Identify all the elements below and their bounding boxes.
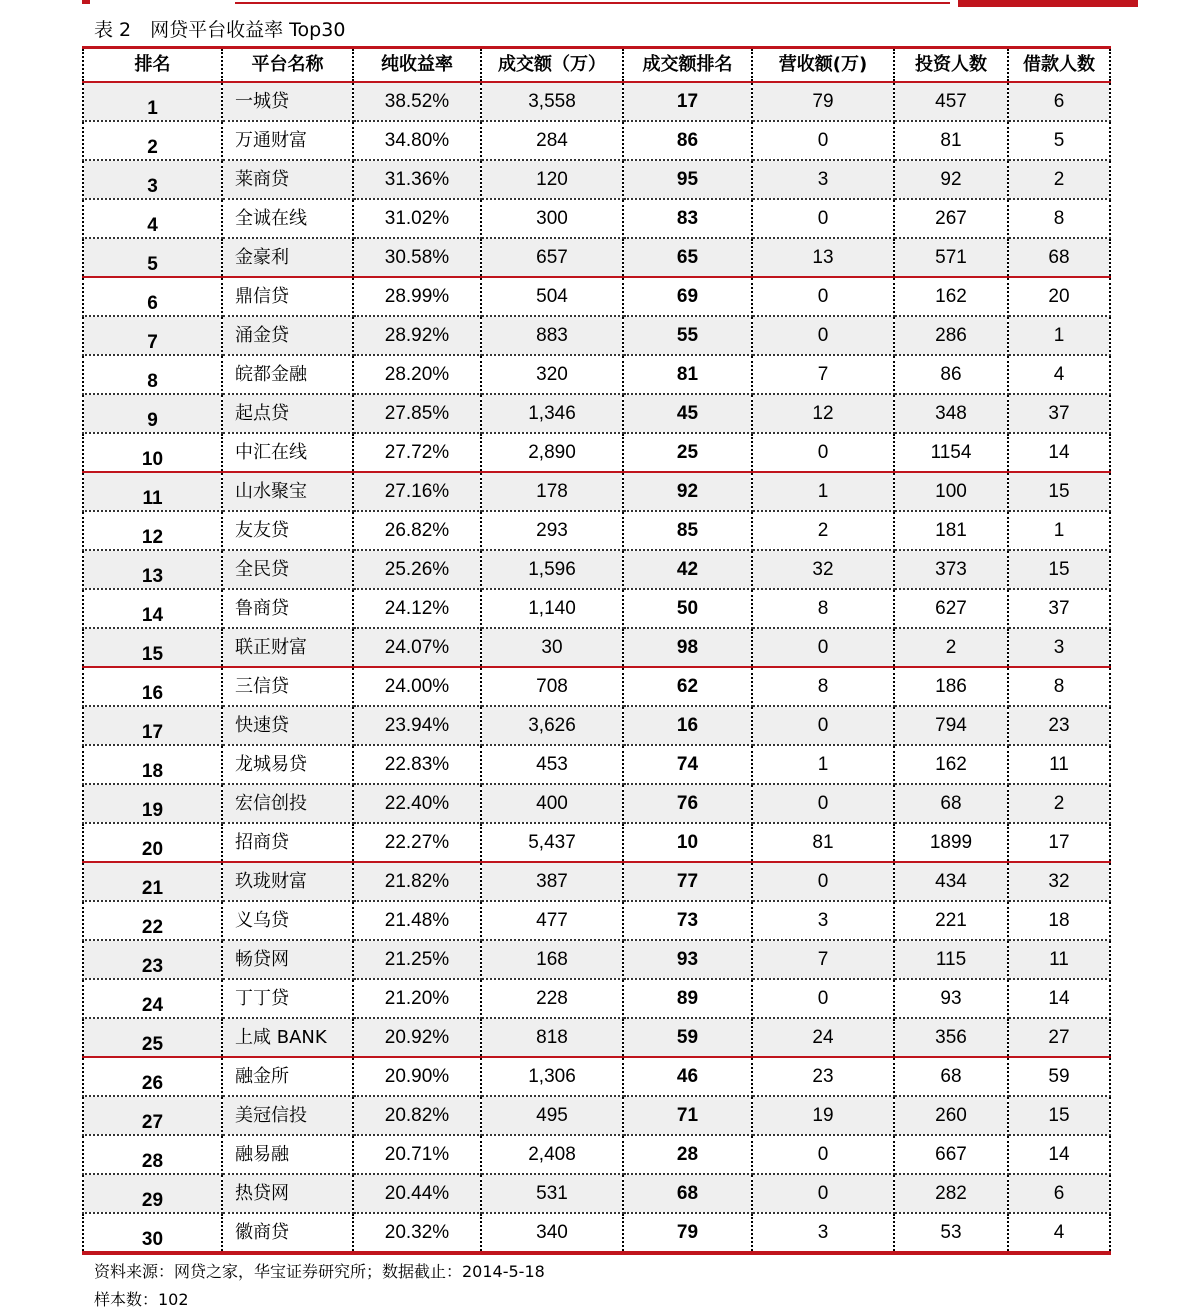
table-cell: 3: [752, 901, 894, 940]
table-cell: 34.80%: [353, 121, 481, 160]
table-cell: 24.07%: [353, 628, 481, 667]
table-cell: 495: [481, 1096, 623, 1135]
table-cell: 28.92%: [353, 316, 481, 355]
table-cell: 3,558: [481, 82, 623, 121]
table-cell: 联正财富: [222, 628, 353, 667]
table-cell: 1,596: [481, 550, 623, 589]
table-cell: 32: [752, 550, 894, 589]
table-cell: 11: [83, 472, 222, 511]
table-cell: 27.72%: [353, 433, 481, 472]
table-cell: 74: [623, 745, 752, 784]
column-header: 纯收益率: [353, 48, 481, 83]
table-cell: 6: [83, 277, 222, 316]
table-cell: 全民贷: [222, 550, 353, 589]
table-cell: 畅贷网: [222, 940, 353, 979]
table-cell: 融易融: [222, 1135, 353, 1174]
table-cell: 一城贷: [222, 82, 353, 121]
table-cell: 10: [83, 433, 222, 472]
table-cell: 59: [623, 1018, 752, 1057]
table-cell: 387: [481, 862, 623, 901]
table-row: [83, 901, 1110, 940]
table-cell: 28.20%: [353, 355, 481, 394]
table-cell: 0: [752, 316, 894, 355]
table-cell: 98: [623, 628, 752, 667]
table-cell: 30.58%: [353, 238, 481, 277]
table-cell: 4: [83, 199, 222, 238]
table-row: [83, 667, 1110, 706]
table-cell: 27: [83, 1096, 222, 1135]
table-cell: 320: [481, 355, 623, 394]
table-cell: 丁丁贷: [222, 979, 353, 1018]
table-cell: 81: [623, 355, 752, 394]
table-cell: 85: [623, 511, 752, 550]
table-row: [83, 979, 1110, 1018]
table-cell: 0: [752, 277, 894, 316]
table-cell: 178: [481, 472, 623, 511]
table-cell: 627: [894, 589, 1008, 628]
table-cell: 莱商贷: [222, 160, 353, 199]
table-cell: 8: [83, 355, 222, 394]
table-cell: 2,408: [481, 1135, 623, 1174]
table-cell: 62: [623, 667, 752, 706]
table-cell: 0: [752, 121, 894, 160]
table-cell: 2: [1008, 160, 1110, 199]
table-cell: 5,437: [481, 823, 623, 862]
table-row: [83, 940, 1110, 979]
table-cell: 24.00%: [353, 667, 481, 706]
table-cell: 金豪利: [222, 238, 353, 277]
table-cell: 涌金贷: [222, 316, 353, 355]
table-row: [83, 238, 1110, 277]
table-cell: 293: [481, 511, 623, 550]
table-cell: 21.48%: [353, 901, 481, 940]
table-row: [83, 277, 1110, 316]
column-header: 投资人数: [894, 48, 1008, 83]
table-cell: 50: [623, 589, 752, 628]
table-cell: 0: [752, 862, 894, 901]
table-cell: 0: [752, 199, 894, 238]
table-row: [83, 82, 1110, 121]
table-cell: 全诚在线: [222, 199, 353, 238]
table-cell: 3: [752, 160, 894, 199]
table-cell: 477: [481, 901, 623, 940]
table-cell: 65: [623, 238, 752, 277]
table-cell: 81: [894, 121, 1008, 160]
column-header: 营收额(万): [752, 48, 894, 83]
table-cell: 5: [1008, 121, 1110, 160]
table-cell: 山水聚宝: [222, 472, 353, 511]
table-cell: 3,626: [481, 706, 623, 745]
table-cell: 徽商贷: [222, 1213, 353, 1253]
table-cell: 14: [1008, 1135, 1110, 1174]
table-row: [83, 199, 1110, 238]
table-cell: 1: [83, 82, 222, 121]
table-row: [83, 394, 1110, 433]
table-cell: 27.85%: [353, 394, 481, 433]
table-cell: 8: [752, 589, 894, 628]
table-row: [83, 550, 1110, 589]
table-cell: 1,140: [481, 589, 623, 628]
table-cell: 24: [752, 1018, 894, 1057]
table-cell: 20: [1008, 277, 1110, 316]
table-cell: 1899: [894, 823, 1008, 862]
table-cell: 95: [623, 160, 752, 199]
table-cell: 龙城易贷: [222, 745, 353, 784]
table-cell: 融金所: [222, 1057, 353, 1096]
table-cell: 93: [623, 940, 752, 979]
table-cell: 0: [752, 784, 894, 823]
table-cell: 上咸 BANK: [222, 1018, 353, 1057]
table-row: [83, 628, 1110, 667]
table-cell: 14: [1008, 979, 1110, 1018]
table-row: [83, 1213, 1110, 1253]
table-cell: 31.02%: [353, 199, 481, 238]
table-cell: 8: [1008, 667, 1110, 706]
table-cell: 鲁商贷: [222, 589, 353, 628]
table-cell: 23.94%: [353, 706, 481, 745]
header-mark: [82, 0, 90, 4]
table-section: [82, 46, 1109, 1311]
column-header: 平台名称: [222, 48, 353, 83]
table-cell: 7: [83, 316, 222, 355]
table-row: [83, 784, 1110, 823]
table-row: [83, 706, 1110, 745]
table-cell: 20: [83, 823, 222, 862]
table-cell: 37: [1008, 589, 1110, 628]
table-cell: 181: [894, 511, 1008, 550]
table-row: [83, 1174, 1110, 1213]
table-cell: 86: [623, 121, 752, 160]
table-row: [83, 745, 1110, 784]
table-cell: 38.52%: [353, 82, 481, 121]
table-cell: 79: [752, 82, 894, 121]
table-cell: 667: [894, 1135, 1008, 1174]
column-header: 成交额排名: [623, 48, 752, 83]
table-cell: 15: [1008, 1096, 1110, 1135]
source-note: 资料来源：网贷之家，华宝证券研究所；数据截止：2014-5-18: [94, 1262, 545, 1281]
table-row: [83, 433, 1110, 472]
table-cell: 22.83%: [353, 745, 481, 784]
table-cell: 457: [894, 82, 1008, 121]
table-cell: 186: [894, 667, 1008, 706]
table-cell: 4: [1008, 355, 1110, 394]
table-cell: 15: [1008, 472, 1110, 511]
table-cell: 16: [83, 667, 222, 706]
table-cell: 45: [623, 394, 752, 433]
table-cell: 92: [623, 472, 752, 511]
table-cell: 260: [894, 1096, 1008, 1135]
table-cell: 68: [894, 784, 1008, 823]
table-cell: 27: [1008, 1018, 1110, 1057]
table-cell: 友友贷: [222, 511, 353, 550]
table-cell: 2: [894, 628, 1008, 667]
table-cell: 1,346: [481, 394, 623, 433]
table-cell: 68: [894, 1057, 1008, 1096]
table-cell: 23: [1008, 706, 1110, 745]
table-row: [83, 1096, 1110, 1135]
header-rule: [235, 2, 950, 4]
table-cell: 15: [1008, 550, 1110, 589]
table-cell: 37: [1008, 394, 1110, 433]
table-cell: 7: [752, 355, 894, 394]
table-cell: 0: [752, 1135, 894, 1174]
table-cell: 万通财富: [222, 121, 353, 160]
table-cell: 0: [752, 1174, 894, 1213]
table-row: [83, 355, 1110, 394]
table-cell: 12: [83, 511, 222, 550]
table-cell: 8: [752, 667, 894, 706]
table-cell: 25: [623, 433, 752, 472]
table-cell: 6: [1008, 82, 1110, 121]
table-cell: 115: [894, 940, 1008, 979]
table-cell: 20.90%: [353, 1057, 481, 1096]
table-cell: 27.16%: [353, 472, 481, 511]
table-cell: 起点贷: [222, 394, 353, 433]
table-cell: 221: [894, 901, 1008, 940]
table-cell: 17: [83, 706, 222, 745]
table-cell: 20.32%: [353, 1213, 481, 1253]
table-row: [83, 511, 1110, 550]
table-cell: 504: [481, 277, 623, 316]
table-cell: 31.36%: [353, 160, 481, 199]
table-cell: 76: [623, 784, 752, 823]
table-cell: 453: [481, 745, 623, 784]
table-cell: 284: [481, 121, 623, 160]
table-cell: 42: [623, 550, 752, 589]
table-cell: 20.71%: [353, 1135, 481, 1174]
table-cell: 55: [623, 316, 752, 355]
table-cell: 59: [1008, 1057, 1110, 1096]
table-cell: 79: [623, 1213, 752, 1253]
table-cell: 46: [623, 1057, 752, 1096]
returns-table: [82, 46, 1111, 1255]
table-cell: 5: [83, 238, 222, 277]
table-row: [83, 316, 1110, 355]
table-cell: 286: [894, 316, 1008, 355]
table-cell: 81: [752, 823, 894, 862]
table-cell: 23: [83, 940, 222, 979]
table-cell: 6: [1008, 1174, 1110, 1213]
table-cell: 32: [1008, 862, 1110, 901]
table-cell: 30: [83, 1213, 222, 1253]
table-cell: 162: [894, 745, 1008, 784]
column-header: 成交额（万）: [481, 48, 623, 83]
table-cell: 0: [752, 706, 894, 745]
table-cell: 20.44%: [353, 1174, 481, 1213]
table-cell: 3: [752, 1213, 894, 1253]
table-cell: 348: [894, 394, 1008, 433]
table-cell: 29: [83, 1174, 222, 1213]
table-cell: 571: [894, 238, 1008, 277]
table-cell: 21.82%: [353, 862, 481, 901]
header-block: [958, 0, 1138, 7]
table-cell: 1,306: [481, 1057, 623, 1096]
table-cell: 招商贷: [222, 823, 353, 862]
table-cell: 708: [481, 667, 623, 706]
table-row: [83, 160, 1110, 199]
table-cell: 22.40%: [353, 784, 481, 823]
table-cell: 1: [752, 745, 894, 784]
table-cell: 3: [83, 160, 222, 199]
table-cell: 68: [1008, 238, 1110, 277]
table-cell: 93: [894, 979, 1008, 1018]
table-cell: 282: [894, 1174, 1008, 1213]
table-cell: 7: [752, 940, 894, 979]
table-cell: 4: [1008, 1213, 1110, 1253]
table-cell: 15: [83, 628, 222, 667]
table-cell: 11: [1008, 940, 1110, 979]
table-cell: 86: [894, 355, 1008, 394]
table-cell: 义乌贷: [222, 901, 353, 940]
table-cell: 531: [481, 1174, 623, 1213]
table-cell: 794: [894, 706, 1008, 745]
table-row: [83, 472, 1110, 511]
table-cell: 8: [1008, 199, 1110, 238]
table-cell: 2,890: [481, 433, 623, 472]
table-cell: 鼎信贷: [222, 277, 353, 316]
table-cell: 120: [481, 160, 623, 199]
table-cell: 22: [83, 901, 222, 940]
table-cell: 23: [752, 1057, 894, 1096]
table-cell: 21.25%: [353, 940, 481, 979]
table-cell: 818: [481, 1018, 623, 1057]
table-cell: 26: [83, 1057, 222, 1096]
table-cell: 21: [83, 862, 222, 901]
column-header: 借款人数: [1008, 48, 1110, 83]
column-header: 排名: [83, 48, 222, 83]
table-cell: 30: [481, 628, 623, 667]
table-cell: 2: [83, 121, 222, 160]
table-cell: 24: [83, 979, 222, 1018]
table-cell: 24.12%: [353, 589, 481, 628]
table-cell: 18: [83, 745, 222, 784]
table-cell: 21.20%: [353, 979, 481, 1018]
table-cell: 356: [894, 1018, 1008, 1057]
table-cell: 92: [894, 160, 1008, 199]
table-cell: 1: [1008, 511, 1110, 550]
table-cell: 267: [894, 199, 1008, 238]
table-cell: 16: [623, 706, 752, 745]
sample-count: 样本数：102: [94, 1290, 189, 1309]
table-cell: 434: [894, 862, 1008, 901]
table-cell: 17: [1008, 823, 1110, 862]
table-cell: 10: [623, 823, 752, 862]
table-cell: 快速贷: [222, 706, 353, 745]
table-cell: 19: [83, 784, 222, 823]
table-cell: 1154: [894, 433, 1008, 472]
table-cell: 17: [623, 82, 752, 121]
table-cell: 2: [752, 511, 894, 550]
table-cell: 69: [623, 277, 752, 316]
table-cell: 皖都金融: [222, 355, 353, 394]
table-row: [83, 121, 1110, 160]
table-cell: 26.82%: [353, 511, 481, 550]
table-cell: 9: [83, 394, 222, 433]
table-cell: 2: [1008, 784, 1110, 823]
table-cell: 热贷网: [222, 1174, 353, 1213]
table-cell: 0: [752, 433, 894, 472]
table-cell: 13: [83, 550, 222, 589]
table-cell: 28: [83, 1135, 222, 1174]
table-cell: 14: [1008, 433, 1110, 472]
table-cell: 68: [623, 1174, 752, 1213]
table-cell: 12: [752, 394, 894, 433]
table-cell: 53: [894, 1213, 1008, 1253]
table-cell: 22.27%: [353, 823, 481, 862]
table-title: 表 2 网贷平台收益率 Top30: [94, 19, 346, 41]
table-cell: 25: [83, 1018, 222, 1057]
table-header: [83, 48, 1110, 83]
table-cell: 0: [752, 628, 894, 667]
table-cell: 20.82%: [353, 1096, 481, 1135]
table-cell: 美冠信投: [222, 1096, 353, 1135]
table-cell: 28.99%: [353, 277, 481, 316]
table-row: [83, 589, 1110, 628]
table-cell: 657: [481, 238, 623, 277]
table-cell: 1: [1008, 316, 1110, 355]
table-cell: 83: [623, 199, 752, 238]
table-cell: 13: [752, 238, 894, 277]
table-cell: 89: [623, 979, 752, 1018]
table-row: [83, 1057, 1110, 1096]
table-cell: 三信贷: [222, 667, 353, 706]
table-cell: 883: [481, 316, 623, 355]
table-cell: 71: [623, 1096, 752, 1135]
table-cell: 228: [481, 979, 623, 1018]
table-row: [83, 1135, 1110, 1174]
table-row: [83, 862, 1110, 901]
table-cell: 14: [83, 589, 222, 628]
table-cell: 100: [894, 472, 1008, 511]
table-row: [83, 1018, 1110, 1057]
table-cell: 18: [1008, 901, 1110, 940]
table-cell: 168: [481, 940, 623, 979]
table-cell: 73: [623, 901, 752, 940]
table-cell: 162: [894, 277, 1008, 316]
table-cell: 1: [752, 472, 894, 511]
table-cell: 0: [752, 979, 894, 1018]
table-cell: 中汇在线: [222, 433, 353, 472]
table-cell: 340: [481, 1213, 623, 1253]
table-cell: 宏信创投: [222, 784, 353, 823]
table-cell: 3: [1008, 628, 1110, 667]
table-cell: 25.26%: [353, 550, 481, 589]
table-cell: 373: [894, 550, 1008, 589]
table-cell: 19: [752, 1096, 894, 1135]
table-cell: 400: [481, 784, 623, 823]
table-cell: 77: [623, 862, 752, 901]
table-cell: 20.92%: [353, 1018, 481, 1057]
table-cell: 28: [623, 1135, 752, 1174]
table-cell: 玖珑财富: [222, 862, 353, 901]
table-cell: 300: [481, 199, 623, 238]
table-cell: 11: [1008, 745, 1110, 784]
table-row: [83, 823, 1110, 862]
